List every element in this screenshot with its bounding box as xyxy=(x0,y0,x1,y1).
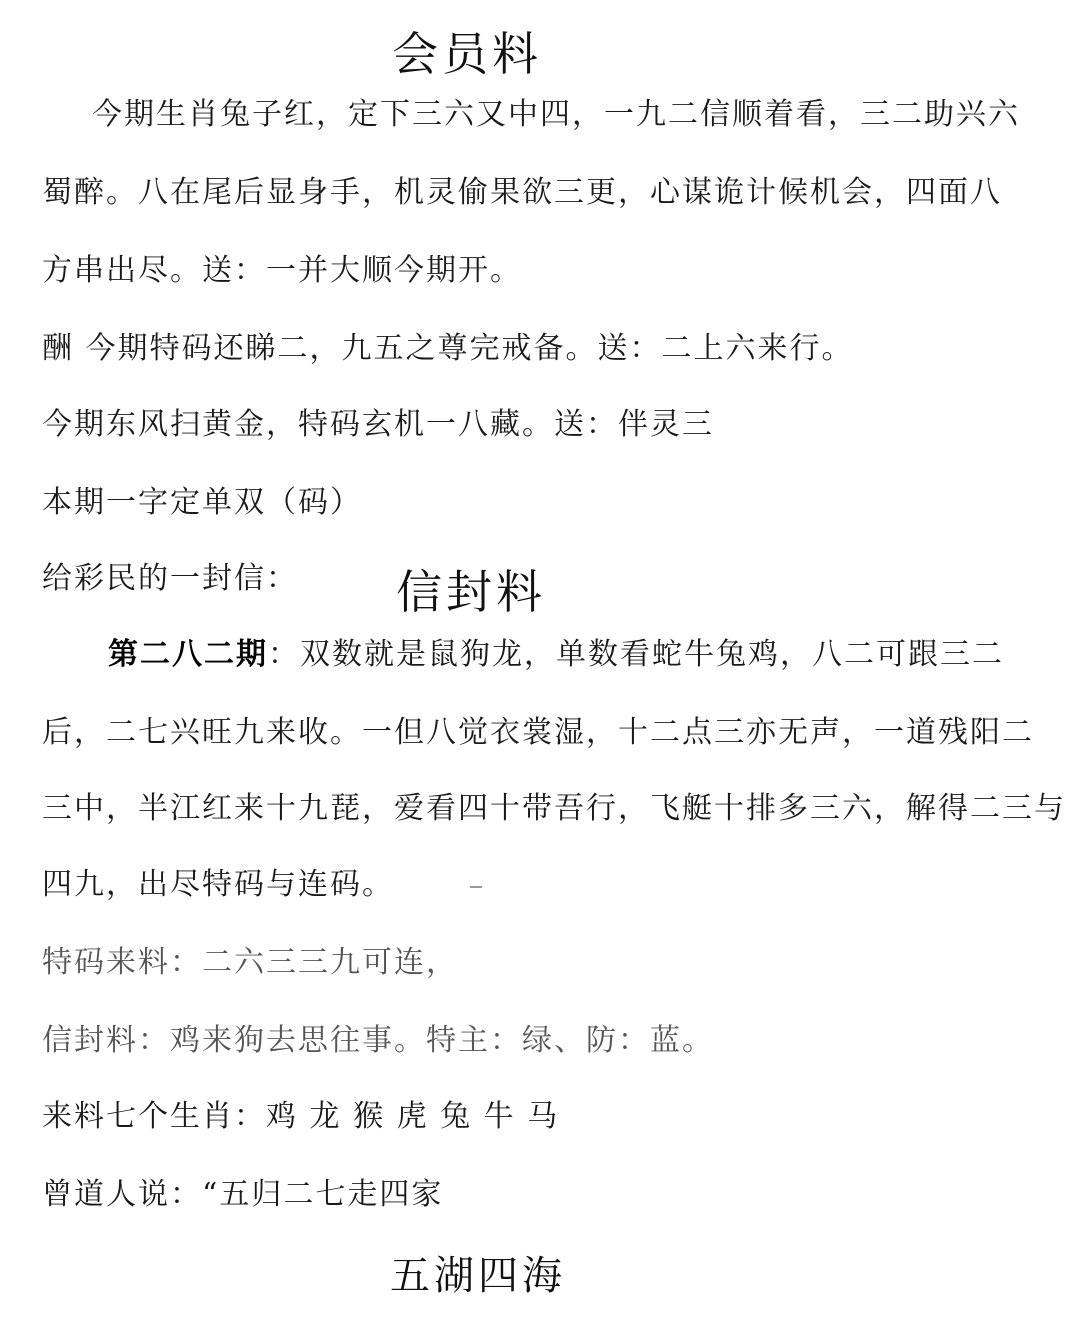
text-line: 蜀醉。八在尾后显身手，机灵偷果欲三更，心谋诡计候机会，四面八 xyxy=(42,175,1002,210)
text-line: 特码来料：二六三三九可连， xyxy=(42,945,458,980)
section-title-envelope: 信封料 xyxy=(396,565,546,619)
text-line: 后，二七兴旺九来收。一但八觉衣裳湿，十二点三亦无声，一道残阳二 xyxy=(42,715,1034,750)
text-line: 本期一字定单双（码） xyxy=(42,485,362,520)
text-line: 四九，出尽特码与连码。 xyxy=(42,867,394,902)
text-line: 方串出尽。送：一并大顺今期开。 xyxy=(42,253,522,288)
text-line-lead xyxy=(108,636,1004,674)
scan-artifact xyxy=(470,886,482,888)
text-line: 酬 今期特码还睇二，九五之尊完戒备。送：二上六来行。 xyxy=(42,331,854,366)
letter-label: 给彩民的一封信： xyxy=(42,561,298,596)
text-line: 曾道人说：“五归二七走四家 xyxy=(42,1177,444,1212)
text-line: 来料七个生肖：鸡 龙 猴 虎 兔 牛 马 xyxy=(42,1099,560,1134)
section-title-members: 会员料 xyxy=(392,27,542,81)
text-line: 今期生肖兔子红，定下三六又中四，一九二信顺着看，三二助兴六 xyxy=(92,97,1020,132)
issue-number: 第二八二期 xyxy=(108,637,268,672)
section-title-lakes-seas: 五湖四海 xyxy=(390,1253,566,1299)
text-line-rest: ：双数就是鼠狗龙，单数看蛇牛兔鸡，八二可跟三二 xyxy=(268,637,1004,672)
text-line: 信封料：鸡来狗去思往事。特主：绿、防：蓝。 xyxy=(42,1023,714,1058)
text-line: 今期东风扫黄金，特码玄机一八藏。送：伴灵三 xyxy=(42,407,714,442)
text-line: 三中，半江红来十九琵，爱看四十带吾行，飞艇十排多三六，解得二三与 xyxy=(42,791,1066,826)
